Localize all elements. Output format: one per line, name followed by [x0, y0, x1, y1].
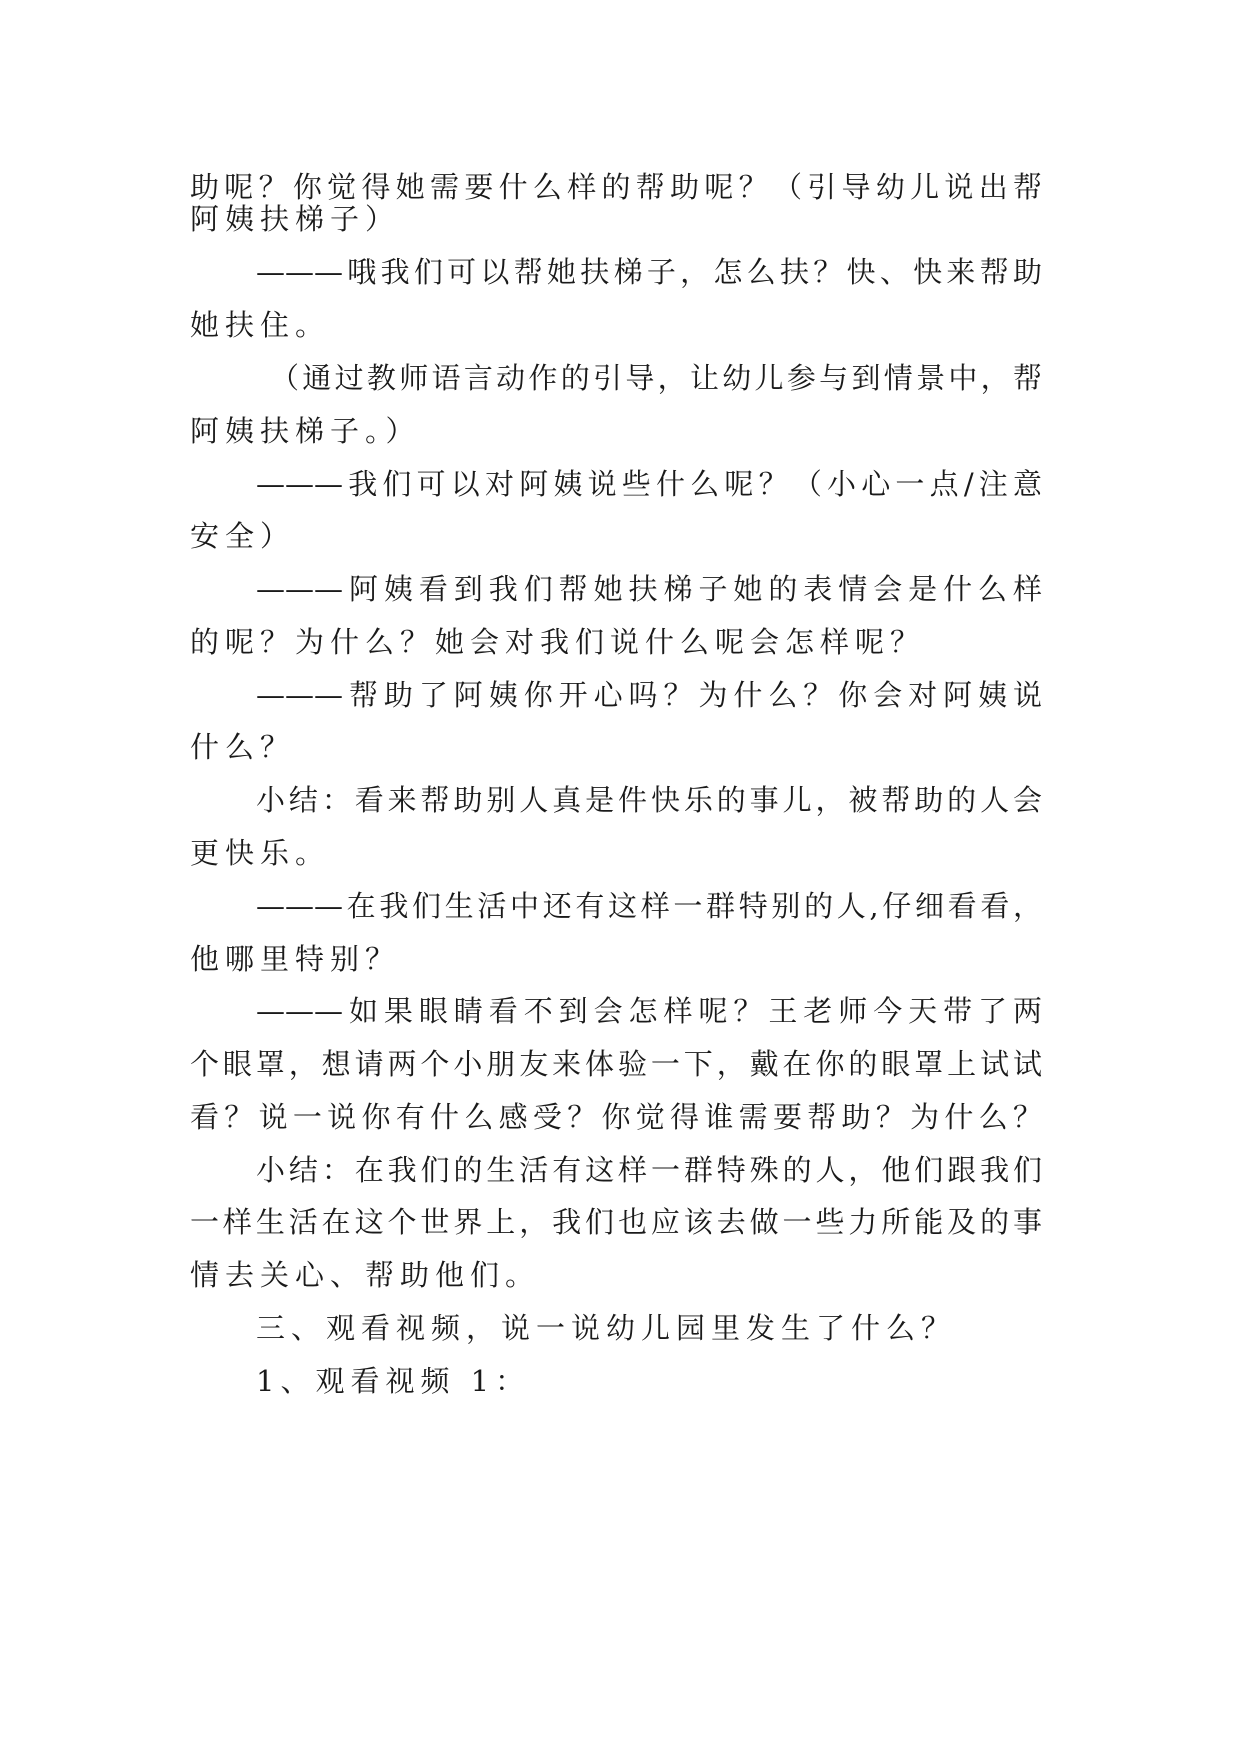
paragraph-text: ———哦我们可以帮她扶梯子，怎么扶？快、快来帮助	[256, 255, 1042, 289]
paragraph-text: 助呢？你觉得她需要什么样的帮助呢？（引导幼儿说出帮	[190, 170, 1042, 204]
text-line	[0, 1088, 1241, 1146]
text-line	[0, 718, 1241, 776]
text-line	[0, 1035, 1241, 1093]
paragraph-text: （通过教师语言动作的引导，让幼儿参与到情景中，帮	[270, 361, 1042, 395]
paragraph-text: ———如果眼睛看不到会怎样呢？王老师今天带了两	[256, 994, 1042, 1028]
paragraph-text: ———阿姨看到我们帮她扶梯子她的表情会是什么样	[256, 572, 1042, 606]
text-line	[0, 190, 1241, 248]
text-line	[0, 243, 1241, 301]
text-line	[0, 1299, 1241, 1357]
text-line	[0, 1246, 1241, 1304]
paragraph-text: 阿姨扶梯子。）	[190, 414, 421, 448]
paragraph-text: 阿姨扶梯子）	[190, 202, 401, 236]
paragraph-text: ———在我们生活中还有这样一群特别的人,仔细看看，	[256, 889, 1042, 923]
paragraph-text: 什么？	[190, 730, 296, 764]
text-line	[0, 1141, 1241, 1199]
paragraph-text: 一样生活在这个世界上，我们也应该去做一些力所能及的事	[190, 1205, 1042, 1239]
paragraph-text: 情去关心、帮助他们。	[190, 1258, 541, 1292]
text-line	[0, 560, 1241, 618]
paragraph-text: 小结：看来帮助别人真是件快乐的事儿，被帮助的人会	[256, 783, 1042, 817]
paragraph-text: 安全）	[190, 519, 296, 553]
text-line	[0, 1193, 1241, 1251]
text-line	[0, 349, 1241, 407]
text-line	[0, 1352, 1241, 1410]
text-line	[0, 507, 1241, 565]
paragraph-text: ———帮助了阿姨你开心吗？为什么？你会对阿姨说	[256, 678, 1042, 712]
paragraph-text: 更快乐。	[190, 836, 331, 870]
section-heading: 三、观看视频，说一说幼儿园里发生了什么？	[256, 1311, 957, 1345]
paragraph-text: 他哪里特别？	[190, 942, 401, 976]
paragraph-text: 个眼罩，想请两个小朋友来体验一下，戴在你的眼罩上试试	[190, 1047, 1042, 1081]
text-line	[0, 666, 1241, 724]
text-line	[0, 771, 1241, 829]
text-line	[0, 982, 1241, 1040]
paragraph-text: 小结：在我们的生活有这样一群特殊的人，他们跟我们	[256, 1153, 1042, 1187]
text-line	[0, 455, 1241, 513]
paragraph-text: 她扶住。	[190, 308, 331, 342]
paragraph-text: 看？说一说你有什么感受？你觉得谁需要帮助？为什么？	[190, 1100, 1042, 1134]
paragraph-text: 的呢？为什么？她会对我们说什么呢会怎样呢？	[190, 625, 926, 659]
paragraph-text: ———我们可以对阿姨说些什么呢？（小心一点/注意	[256, 467, 1042, 501]
subsection-heading: 1、观看视频 1：	[256, 1364, 531, 1398]
text-line	[0, 613, 1241, 671]
text-line	[0, 824, 1241, 882]
text-line	[0, 402, 1241, 460]
text-line	[0, 296, 1241, 354]
text-line	[0, 877, 1241, 935]
text-line	[0, 930, 1241, 988]
